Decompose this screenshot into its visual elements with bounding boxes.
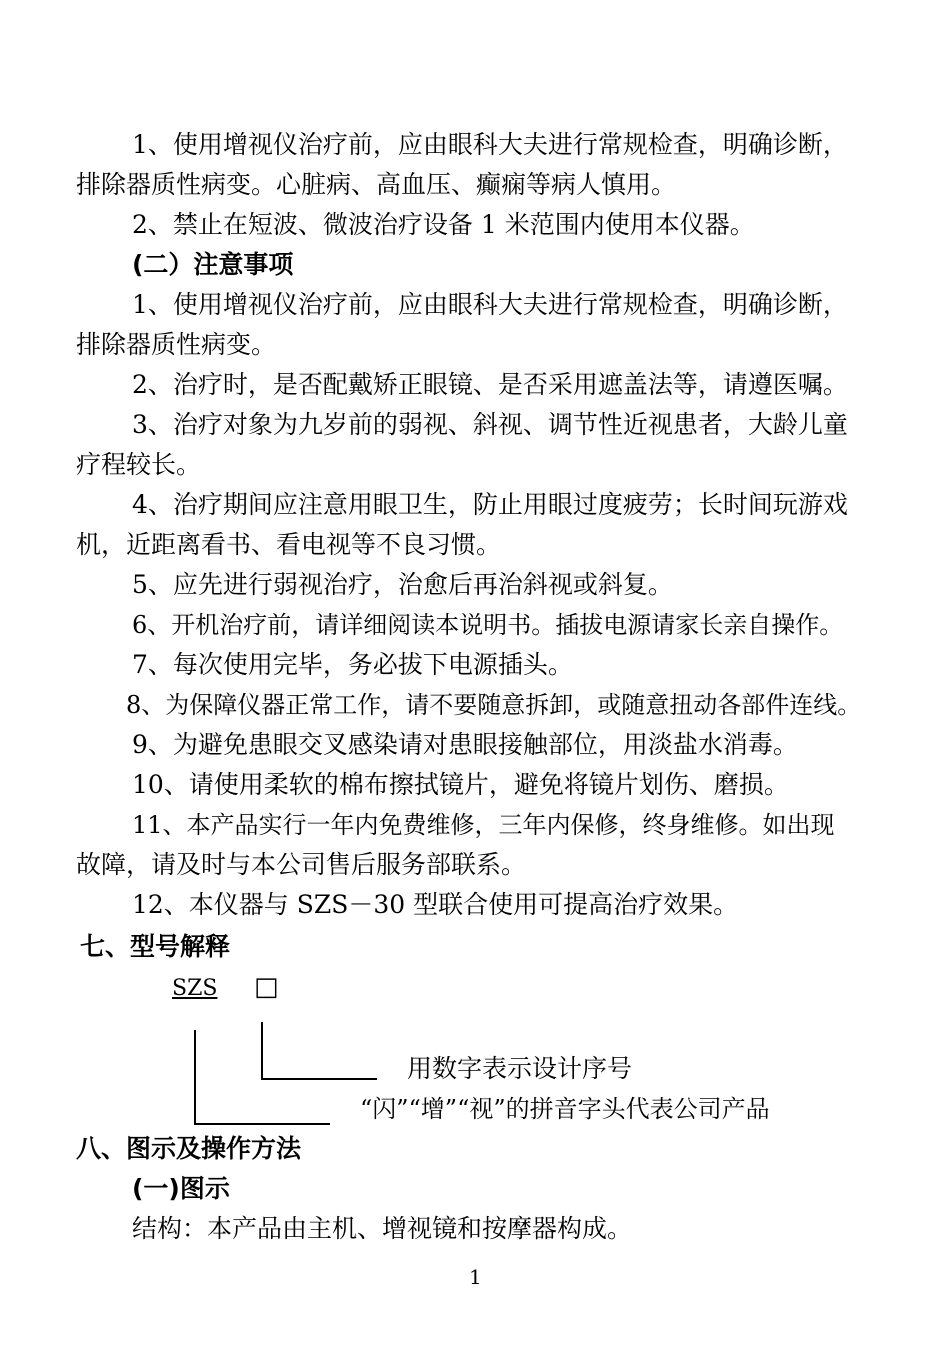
- note-1-line2: 排除器质性病变。: [76, 330, 277, 359]
- note-4-line2: 机，近距离看书、看电视等不良习惯。: [76, 530, 502, 559]
- model-label-serial: 用数字表示设计序号: [407, 1054, 633, 1083]
- contra-1-line2: 排除器质性病变。心脏病、高血压、癫痫等病人慎用。: [76, 170, 677, 199]
- section8-heading: 八、图示及操作方法: [76, 1134, 302, 1163]
- model-label-company: “闪”“增”“视”的拼音字头代表公司产品: [360, 1095, 770, 1123]
- note-5-line1: 5、应先进行弱视治疗，治愈后再治斜视或斜复。: [132, 570, 673, 599]
- model-box: □: [254, 972, 279, 1002]
- note-6-line1: 6、开机治疗前，请详细阅读本说明书。插拔电源请家长亲自操作。: [132, 611, 844, 639]
- diagram-line-company-horizontal: [194, 1123, 330, 1125]
- note-2-line1: 2、治疗时，是否配戴矫正眼镜、是否采用遮盖法等，请遵医嘱。: [132, 370, 848, 399]
- diagram-line-company-vertical: [194, 1030, 196, 1125]
- model-code: SZS: [172, 976, 218, 1001]
- note-9-line1: 9、为避免患眼交叉感染请对患眼接触部位，用淡盐水消毒。: [132, 730, 798, 759]
- note-11-line1: 11、本产品实行一年内免费维修，三年内保修，终身维修。如出现: [132, 811, 835, 839]
- structure-text: 结构：本产品由主机、增视镜和按摩器构成。: [132, 1214, 633, 1243]
- note-1-line1: 1、使用增视仪治疗前，应由眼科大夫进行常规检查，明确诊断，: [132, 290, 848, 319]
- notes-heading: (二）注意事项: [132, 250, 294, 279]
- note-8-line1: 8、为保障仪器正常工作，请不要随意拆卸，或随意扭动各部件连线。: [126, 691, 862, 719]
- section8-subheading: (一)图示: [132, 1174, 230, 1203]
- diagram-line-serial-vertical: [261, 1022, 263, 1080]
- contra-2-line1: 2、禁止在短波、微波治疗设备 1 米范围内使用本仪器。: [132, 210, 755, 239]
- note-4-line1: 4、治疗期间应注意用眼卫生，防止用眼过度疲劳；长时间玩游戏: [132, 490, 848, 519]
- diagram-line-serial-horizontal: [261, 1078, 377, 1080]
- note-3-line2: 疗程较长。: [76, 450, 202, 479]
- note-11-line2: 故障，请及时与本公司售后服务部联系。: [76, 850, 527, 879]
- note-7-line1: 7、每次使用完毕，务必拔下电源插头。: [132, 650, 573, 679]
- note-10-line1: 10、请使用柔软的棉布擦拭镜片，避免将镜片划伤、磨损。: [132, 770, 789, 799]
- page-number: 1: [469, 1265, 482, 1289]
- contra-1-line1: 1、使用增视仪治疗前，应由眼科大夫进行常规检查，明确诊断，: [132, 130, 848, 159]
- model-heading: 七、型号解释: [80, 932, 231, 961]
- note-12-line1: 12、本仪器与 SZS－30 型联合使用可提高治疗效果。: [132, 890, 739, 919]
- note-3-line1: 3、治疗对象为九岁前的弱视、斜视、调节性近视患者，大龄儿童: [132, 410, 848, 439]
